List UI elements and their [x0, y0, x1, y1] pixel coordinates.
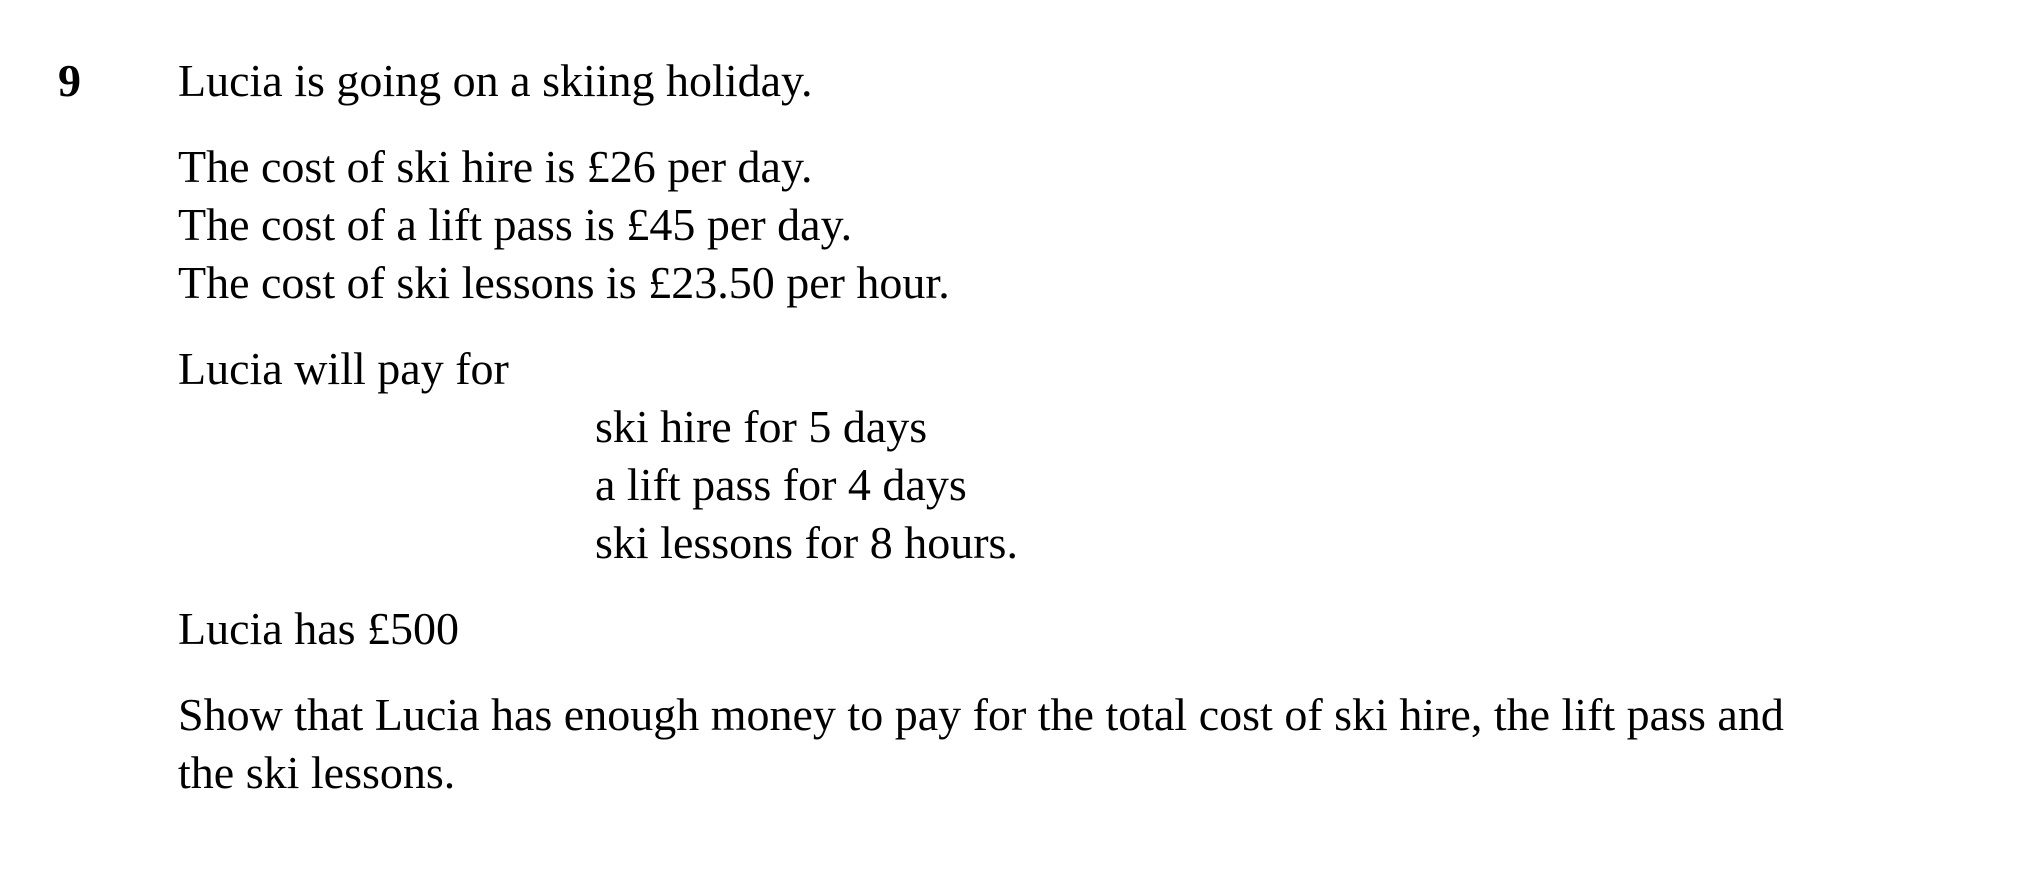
cost-ski-hire: The cost of ski hire is £26 per day. [178, 141, 813, 192]
pay-intro: Lucia will pay for [178, 343, 509, 394]
task-line-2: the ski lessons. [178, 747, 456, 798]
question-number: 9 [58, 55, 81, 106]
cost-lift-pass: The cost of a lift pass is £45 per day. [178, 199, 853, 250]
pay-item-ski-hire: ski hire for 5 days [595, 401, 928, 452]
cost-ski-lessons: The cost of ski lessons is £23.50 per hour. [178, 257, 950, 308]
pay-item-ski-lessons: ski lessons for 8 hours. [595, 517, 1018, 568]
budget-statement: Lucia has £500 [178, 603, 460, 654]
cost-list [178, 138, 1978, 312]
pay-items-list [595, 398, 1018, 572]
pay-item-lift-pass: a lift pass for 4 days [595, 459, 967, 510]
question-intro: Lucia is going on a skiing holiday. [178, 55, 813, 106]
task-statement [178, 686, 1978, 802]
task-line-1: Show that Lucia has enough money to pay for the total cost of ski hire, the lift pass and [178, 689, 1784, 740]
